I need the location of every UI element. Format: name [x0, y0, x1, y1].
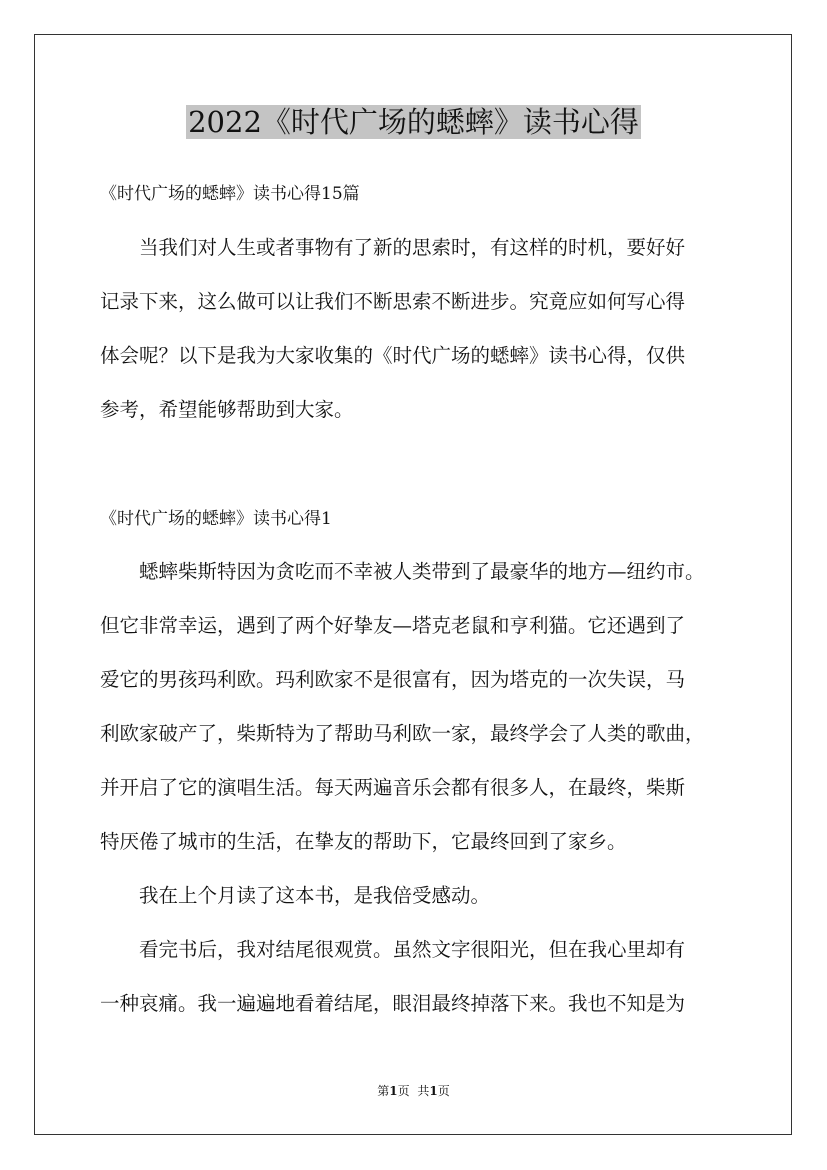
- document-subtitle: 《时代广场的蟋蟀》读书心得15篇: [100, 184, 360, 204]
- page-total: 1: [429, 1084, 438, 1098]
- body-line: 并开启了它的演唱生活。每天两遍音乐会都有很多人，在最终，柴斯: [100, 776, 686, 799]
- intro-line: 参考，希望能够帮助到大家。: [100, 398, 354, 421]
- intro-line: 体会呢？以下是我为大家收集的《时代广场的蟋蟀》读书心得，仅供: [100, 344, 686, 367]
- page-footer: [0, 1083, 827, 1099]
- section-heading: 《时代广场的蟋蟀》读书心得1: [100, 509, 332, 529]
- total-prefix: 共: [417, 1084, 430, 1098]
- total-suffix: 页: [437, 1084, 450, 1098]
- body-line: 看完书后，我对结尾很观赏。虽然文字很阳光，但在我心里却有: [100, 938, 686, 961]
- body-line: 但它非常幸运，遇到了两个好挚友—塔克老鼠和亨利猫。它还遇到了: [100, 614, 686, 637]
- body-line: 特厌倦了城市的生活，在挚友的帮助下，它最终回到了家乡。: [100, 830, 627, 853]
- page-current: 1: [389, 1084, 398, 1098]
- body-line: 蟋蟀柴斯特因为贪吃而不幸被人类带到了最豪华的地方—纽约市。: [100, 560, 705, 583]
- page-suffix: 页: [397, 1084, 410, 1098]
- body-line: 我在上个月读了这本书，是我倍受感动。: [100, 884, 491, 907]
- body-line: 利欧家破产了，柴斯特为了帮助马利欧一家，最终学会了人类的歌曲，: [100, 722, 705, 745]
- body-line: 一种哀痛。我一遍遍地看着结尾，眼泪最终掉落下来。我也不知是为: [100, 992, 686, 1015]
- body-line: 爱它的男孩玛利欧。玛利欧家不是很富有，因为塔克的一次失误，马: [100, 668, 686, 691]
- document-title: [0, 100, 827, 144]
- intro-line: 记录下来，这么做可以让我们不断思索不断进步。究竟应如何写心得: [100, 290, 686, 313]
- page-prefix: 第: [377, 1084, 390, 1098]
- document-title-text: 2022《时代广场的蟋蟀》读书心得: [188, 105, 639, 139]
- intro-line: 当我们对人生或者事物有了新的思索时，有这样的时机，要好好: [100, 236, 686, 259]
